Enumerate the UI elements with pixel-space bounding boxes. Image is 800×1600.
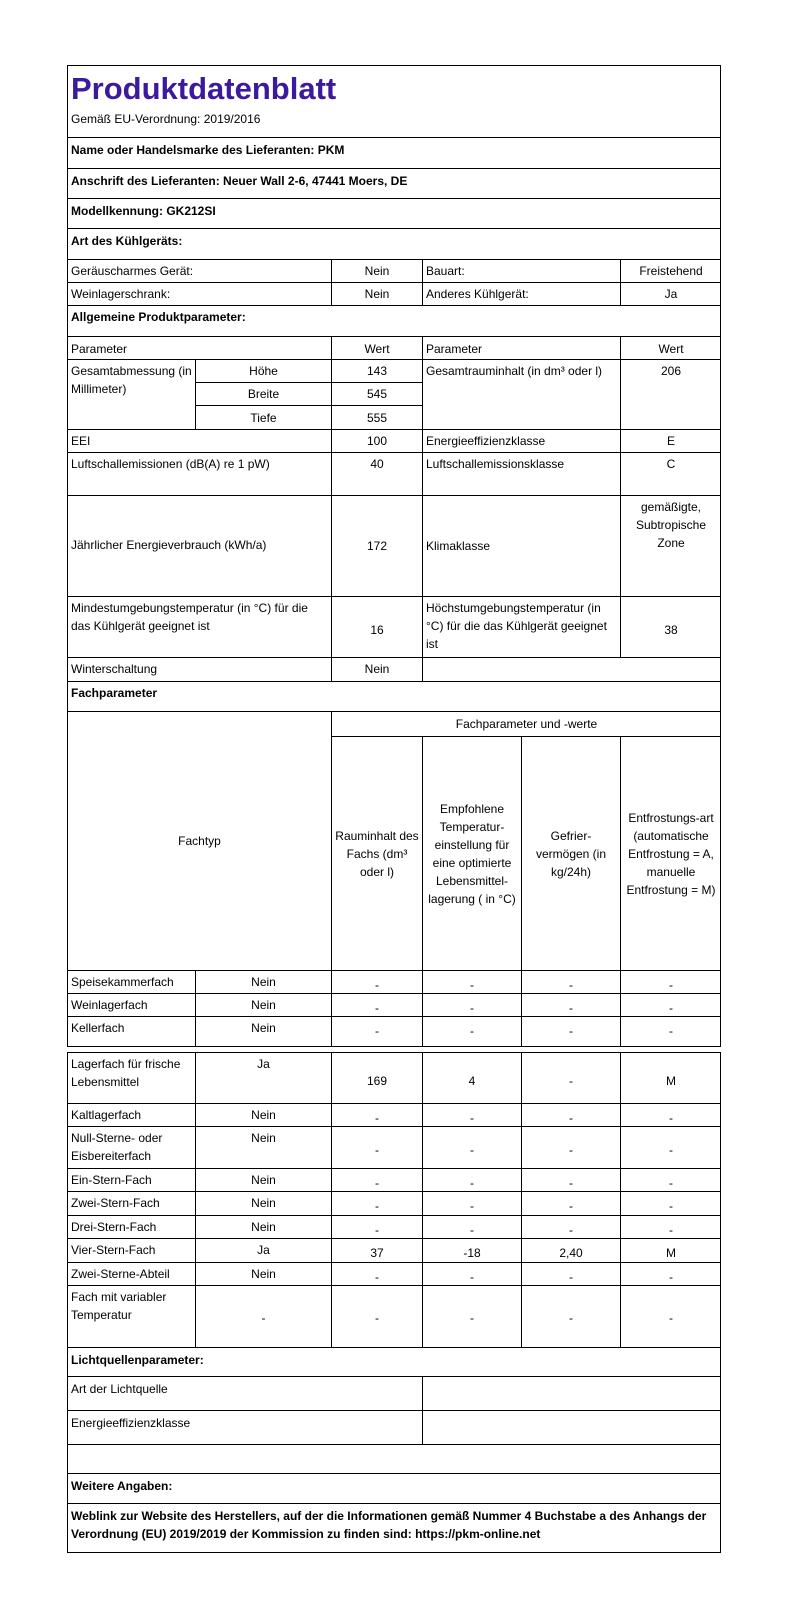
noise-label: Luftschallemissionen (dB(A) re 1 pW) — [71, 457, 270, 471]
compartment-volume: - — [375, 1024, 379, 1038]
wine-cabinet-label: Weinlagerschrank: — [71, 287, 171, 301]
col-freezing-capacity: Gefrier-vermögen (in kg/24h) — [535, 828, 607, 879]
compartment-freeze: - — [569, 1199, 573, 1213]
compartment-type: Vier-Stern-Fach — [71, 1243, 156, 1257]
design-label: Bauart: — [426, 264, 465, 278]
max-temp-value: 38 — [664, 623, 678, 637]
light-eec-label: Energieeffizienzklasse — [71, 1416, 191, 1430]
compartment-freeze: - — [569, 1111, 573, 1125]
compartment-freeze: - — [569, 1311, 573, 1325]
general-heading: Allgemeine Produktparameter: — [71, 310, 246, 324]
compartment-present: Nein — [251, 1220, 276, 1234]
compartment-defrost: - — [669, 1024, 673, 1038]
compartment-type: Null-Sterne- oder Eisbereiterfach — [71, 1131, 163, 1163]
compartment-temp: - — [470, 1024, 474, 1038]
compartment-present: Nein — [251, 998, 276, 1012]
compartment-defrost: M — [666, 1074, 676, 1088]
compartment-defrost: - — [669, 1311, 673, 1325]
compartment-temp: - — [470, 1111, 474, 1125]
width-label: Breite — [247, 387, 280, 401]
manufacturer-weblink: Weblink zur Website des Herstellers, auf der die Informationen gemäß Nummer 4 Buchstabe a des Anhangs der Verordnung (EU) 2019/2019 der Kommission zu finden sind: https://pkm-online.net — [71, 1509, 707, 1541]
total-volume-value: 206 — [660, 364, 682, 378]
col-compartment-volume: Rauminhalt des Fachs (dm³ oder l) — [335, 828, 419, 879]
compartment-volume: - — [375, 1143, 379, 1157]
width-value: 545 — [366, 387, 388, 401]
compartment-freeze: - — [569, 1176, 573, 1190]
col-recommended-temp: Empfohlene Temperatur-einstellung für eine optimierte Lebensmittel-lagerung ( in °C) — [428, 801, 516, 906]
compartment-volume: 37 — [370, 1246, 384, 1260]
light-eec-value — [423, 1413, 719, 1415]
compartment-defrost: - — [669, 978, 673, 992]
compartment-type: Ein-Stern-Fach — [71, 1173, 152, 1187]
min-temp-value: 16 — [370, 623, 384, 637]
energy-class-value: E — [666, 434, 675, 448]
noise-class-value: C — [666, 457, 676, 471]
col-parameter-2: Parameter — [426, 342, 483, 356]
compartment-present: Ja — [257, 1057, 270, 1071]
eei-value: 100 — [366, 434, 388, 448]
compartment-temp: - — [470, 1270, 474, 1284]
compartment-temp: 4 — [468, 1074, 476, 1088]
compartment-temp: - — [470, 1143, 474, 1157]
light-type-value — [423, 1379, 719, 1381]
low-noise-label: Geräuscharmes Gerät: — [71, 264, 194, 278]
compartment-present: Nein — [251, 1131, 276, 1145]
supplier-address: Anschrift des Lieferanten: Neuer Wall 2-6, 47441 Moers, DE — [71, 174, 408, 188]
noise-class-label: Luftschallemissionsklasse — [426, 457, 565, 471]
compartment-temp: -18 — [463, 1246, 481, 1260]
compartment-freeze: - — [569, 1270, 573, 1284]
compartment-type: Weinlagerfach — [71, 998, 148, 1012]
climate-class-value: gemäßigte, Subtropische Zone — [635, 500, 707, 550]
col-value: Wert — [364, 342, 390, 356]
appliance-type-heading: Art des Kühlgeräts: — [71, 234, 183, 248]
winter-label: Winterschaltung — [71, 662, 158, 676]
compartment-volume: - — [375, 1223, 379, 1237]
design-value: Freistehend — [639, 264, 703, 278]
compartment-present: - — [261, 1311, 266, 1325]
compartment-group-header: Fachparameter und -werte — [455, 717, 598, 731]
col-parameter: Parameter — [71, 342, 128, 356]
winter-value: Nein — [364, 662, 390, 676]
col-value-2: Wert — [658, 342, 684, 356]
climate-class-label: Klimaklasse — [426, 539, 491, 553]
light-heading: Lichtquellenparameter: — [71, 1353, 204, 1367]
compartment-volume: 169 — [366, 1074, 388, 1088]
compartment-present: Nein — [251, 1196, 276, 1210]
compartment-present: Nein — [251, 1173, 276, 1187]
compartment-volume: - — [375, 978, 379, 992]
compartment-temp: - — [470, 1001, 474, 1015]
compartment-temp: - — [470, 1223, 474, 1237]
noise-value: 40 — [370, 457, 384, 471]
compartment-volume: - — [375, 1176, 379, 1190]
depth-label: Tiefe — [250, 411, 277, 425]
compartment-freeze: - — [569, 1223, 573, 1237]
compartment-defrost: - — [669, 1143, 673, 1157]
supplier-name: Name oder Handelsmarke des Lieferanten: PKM — [71, 143, 345, 157]
regulation-subtitle: Gemäß EU-Verordnung: 2019/2016 — [71, 112, 261, 126]
compartment-defrost: - — [669, 1176, 673, 1190]
other-appliance-value: Ja — [664, 287, 678, 301]
compartment-type: Kaltlagerfach — [71, 1108, 142, 1122]
compartment-defrost: - — [669, 1001, 673, 1015]
compartment-type: Fach mit variabler Temperatur — [71, 1290, 167, 1322]
low-noise-value: Nein — [364, 264, 390, 278]
compartment-volume: - — [375, 1199, 379, 1213]
model-id: Modellkennung: GK212SI — [71, 204, 216, 218]
compartment-type: Speisekammerfach — [71, 975, 174, 989]
wine-cabinet-value: Nein — [364, 287, 390, 301]
compartment-present: Ja — [257, 1243, 270, 1257]
compartment-freeze: 2,40 — [559, 1246, 583, 1260]
compartment-type: Kellerfach — [71, 1021, 125, 1035]
compartment-temp: - — [470, 1311, 474, 1325]
compartment-volume: - — [375, 1001, 379, 1015]
height-value: 143 — [366, 364, 388, 378]
max-temp-label: Höchstumgebungstemperatur (in °C) für die das Kühlgerät geeignet ist — [426, 601, 607, 651]
compartment-temp: - — [470, 1176, 474, 1190]
compartment-defrost: - — [669, 1270, 673, 1284]
compartment-volume: - — [375, 1111, 379, 1125]
compartment-type-header: Fachtyp — [178, 834, 221, 848]
col-defrost-type: Entfrostungs-art (automatische Entfrostung = A, manuelle Entfrostung = M) — [626, 810, 716, 897]
compartment-defrost: - — [669, 1111, 673, 1125]
total-volume-label: Gesamtrauminhalt (in dm³ oder l) — [426, 364, 603, 378]
compartment-freeze: - — [569, 978, 573, 992]
page-title: Produktdatenblatt — [71, 71, 337, 106]
energy-class-label: Energieeffizienzklasse — [426, 434, 546, 448]
compartment-freeze: - — [569, 1074, 573, 1088]
compartment-freeze: - — [569, 1024, 573, 1038]
eei-label: EEI — [71, 434, 91, 448]
min-temp-label: Mindestumgebungstemperatur (in °C) für die das Kühlgerät geeignet ist — [71, 601, 308, 633]
compartment-defrost: M — [666, 1246, 676, 1260]
compartment-present: Nein — [251, 975, 276, 989]
compartment-freeze: - — [569, 1001, 573, 1015]
depth-value: 555 — [366, 411, 388, 425]
height-label: Höhe — [249, 364, 278, 378]
annual-energy-label: Jährlicher Energieverbrauch (kWh/a) — [71, 538, 267, 552]
compartment-defrost: - — [669, 1223, 673, 1237]
compartment-temp: - — [470, 1199, 474, 1213]
other-appliance-label: Anderes Kühlgerät: — [426, 287, 529, 301]
compartment-type: Zwei-Stern-Fach — [71, 1196, 160, 1210]
compartment-type: Zwei-Sterne-Abteil — [71, 1267, 170, 1281]
compartment-type: Drei-Stern-Fach — [71, 1220, 157, 1234]
light-type-label: Art der Lichtquelle — [71, 1382, 168, 1396]
compartment-volume: - — [375, 1311, 379, 1325]
annual-energy-value: 172 — [366, 539, 388, 553]
further-heading: Weitere Angaben: — [71, 1479, 173, 1493]
compartment-present: Nein — [251, 1267, 276, 1281]
compartment-freeze: - — [569, 1143, 573, 1157]
compartment-temp: - — [470, 978, 474, 992]
compartments-heading: Fachparameter — [71, 686, 158, 700]
dimensions-label: Gesamtabmessung (in Millimeter) — [71, 364, 192, 396]
compartment-present: Nein — [251, 1021, 276, 1035]
compartment-volume: - — [375, 1270, 379, 1284]
compartment-defrost: - — [669, 1199, 673, 1213]
compartment-present: Nein — [251, 1108, 276, 1122]
compartment-type: Lagerfach für frische Lebensmittel — [71, 1057, 181, 1089]
